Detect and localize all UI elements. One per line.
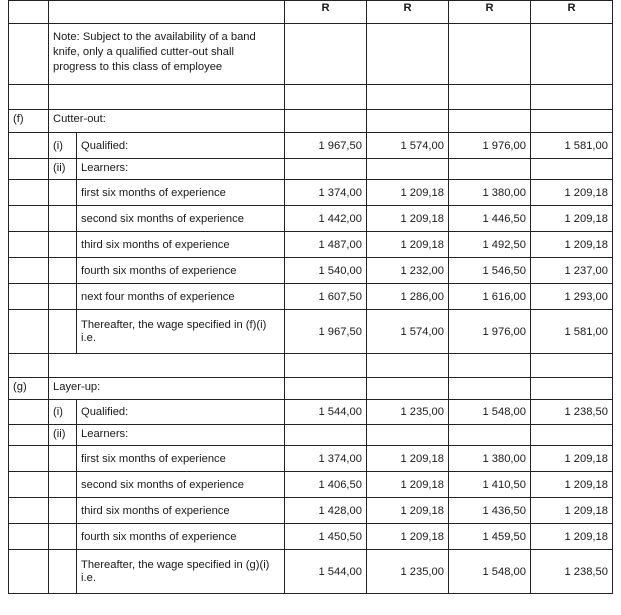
- row-label: Learners:: [77, 159, 285, 180]
- row-label: fourth six months of experience: [77, 258, 285, 284]
- note-cell: [49, 24, 285, 85]
- table-row: [9, 310, 613, 354]
- row-label: [77, 550, 285, 594]
- wage-value: 1 574,00: [367, 310, 449, 354]
- wage-value: 1 544,00: [285, 550, 367, 594]
- table-row: [9, 524, 613, 550]
- wage-value: 1 374,00: [285, 446, 367, 472]
- row-label: Qualified:: [77, 133, 285, 159]
- table-row: [9, 550, 613, 594]
- wage-value: 1 428,00: [285, 498, 367, 524]
- spacer-row: [9, 85, 613, 110]
- row-label: Learners:: [77, 425, 285, 446]
- table-row: [9, 258, 613, 284]
- wage-value: 1 548,00: [449, 400, 531, 425]
- qualified-row: [9, 133, 613, 159]
- row-label: first six months of experience: [77, 180, 285, 206]
- wage-value: 1 546,50: [449, 258, 531, 284]
- section-title: Layer-up:: [49, 378, 285, 400]
- wage-value: 1 442,00: [285, 206, 367, 232]
- table-row: [9, 180, 613, 206]
- wage-value: 1 286,00: [367, 284, 449, 310]
- wage-value: 1 581,00: [531, 310, 613, 354]
- table-row: [9, 446, 613, 472]
- section-title: Cutter-out:: [49, 110, 285, 133]
- wage-value: 1 548,00: [449, 550, 531, 594]
- row-label: first six months of experience: [77, 446, 285, 472]
- wage-value: 1 436,50: [449, 498, 531, 524]
- wage-value: 1 238,50: [531, 550, 613, 594]
- row-label-text: Thereafter, the wage specified in (g)(i) i.e.: [81, 558, 270, 584]
- row-label: [77, 310, 285, 354]
- sub-code: (ii): [49, 425, 77, 446]
- wage-value: 1 209,18: [531, 232, 613, 258]
- empty-cell: [49, 1, 285, 24]
- table-row: [9, 498, 613, 524]
- wage-value: 1 544,00: [285, 400, 367, 425]
- wage-value: 1 209,18: [531, 472, 613, 498]
- table-row: [9, 284, 613, 310]
- section-heading-row: [9, 110, 613, 133]
- currency-header: R: [285, 1, 367, 24]
- wage-value: 1 967,50: [285, 133, 367, 159]
- wage-value: 1 209,18: [367, 180, 449, 206]
- wage-value: 1 976,00: [449, 310, 531, 354]
- table-row: [9, 206, 613, 232]
- wage-table: [8, 0, 613, 594]
- wage-value: 1 446,50: [449, 206, 531, 232]
- wage-value: 1 406,50: [285, 472, 367, 498]
- note-row: [9, 24, 613, 85]
- empty-cell: [367, 24, 449, 85]
- wage-value: 1 235,00: [367, 550, 449, 594]
- wage-value: 1 450,50: [285, 524, 367, 550]
- row-label: third six months of experience: [77, 232, 285, 258]
- wage-value: 1 487,00: [285, 232, 367, 258]
- empty-cell: [531, 24, 613, 85]
- row-label: second six months of experience: [77, 472, 285, 498]
- currency-header: R: [449, 1, 531, 24]
- wage-value: 1 209,18: [531, 180, 613, 206]
- row-label: second six months of experience: [77, 206, 285, 232]
- section-heading-row: [9, 378, 613, 400]
- wage-value: 1 410,50: [449, 472, 531, 498]
- sub-code: (ii): [49, 159, 77, 180]
- wage-value: 1 492,50: [449, 232, 531, 258]
- wage-value: 1 209,18: [367, 472, 449, 498]
- wage-value: 1 209,18: [531, 498, 613, 524]
- row-label: next four months of experience: [77, 284, 285, 310]
- wage-value: 1 209,18: [531, 446, 613, 472]
- wage-value: 1 238,50: [531, 400, 613, 425]
- currency-header-row: [9, 1, 613, 24]
- wage-value: 1 209,18: [367, 524, 449, 550]
- wage-value: 1 237,00: [531, 258, 613, 284]
- qualified-row: [9, 400, 613, 425]
- wage-value: 1 374,00: [285, 180, 367, 206]
- wage-value: 1 209,18: [531, 206, 613, 232]
- wage-value: 1 581,00: [531, 133, 613, 159]
- sub-code: (i): [49, 133, 77, 159]
- empty-cell: [9, 24, 49, 85]
- section-code: (g): [9, 378, 49, 400]
- wage-value: 1 574,00: [367, 133, 449, 159]
- sub-code: (i): [49, 400, 77, 425]
- wage-value: 1 209,18: [367, 232, 449, 258]
- row-label-text: Thereafter, the wage specified in (f)(i) i.e.: [81, 318, 267, 344]
- row-label: Qualified:: [77, 400, 285, 425]
- wage-value: 1 209,18: [531, 524, 613, 550]
- wage-value: 1 209,18: [367, 446, 449, 472]
- wage-value: 1 232,00: [367, 258, 449, 284]
- section-code: (f): [9, 110, 49, 133]
- row-label: fourth six months of experience: [77, 524, 285, 550]
- currency-header: R: [531, 1, 613, 24]
- empty-cell: [9, 1, 49, 24]
- empty-cell: [285, 24, 367, 85]
- learners-row: [9, 159, 613, 180]
- learners-row: [9, 425, 613, 446]
- row-label: third six months of experience: [77, 498, 285, 524]
- currency-header: R: [367, 1, 449, 24]
- wage-value: 1 293,00: [531, 284, 613, 310]
- wage-value: 1 209,18: [367, 498, 449, 524]
- wage-value: 1 235,00: [367, 400, 449, 425]
- table-row: [9, 232, 613, 258]
- wage-value: 1 616,00: [449, 284, 531, 310]
- note-text: Note: Subject to the availability of a band knife, only a qualified cutter-out shall progress to this class of employee: [53, 31, 256, 73]
- spacer-row: [9, 354, 613, 378]
- empty-cell: [449, 24, 531, 85]
- wage-value: 1 380,00: [449, 180, 531, 206]
- wage-value: 1 967,50: [285, 310, 367, 354]
- wage-value: 1 540,00: [285, 258, 367, 284]
- wage-value: 1 976,00: [449, 133, 531, 159]
- wage-value: 1 459,50: [449, 524, 531, 550]
- wage-value: 1 607,50: [285, 284, 367, 310]
- wage-value: 1 380,00: [449, 446, 531, 472]
- wage-value: 1 209,18: [367, 206, 449, 232]
- table-row: [9, 472, 613, 498]
